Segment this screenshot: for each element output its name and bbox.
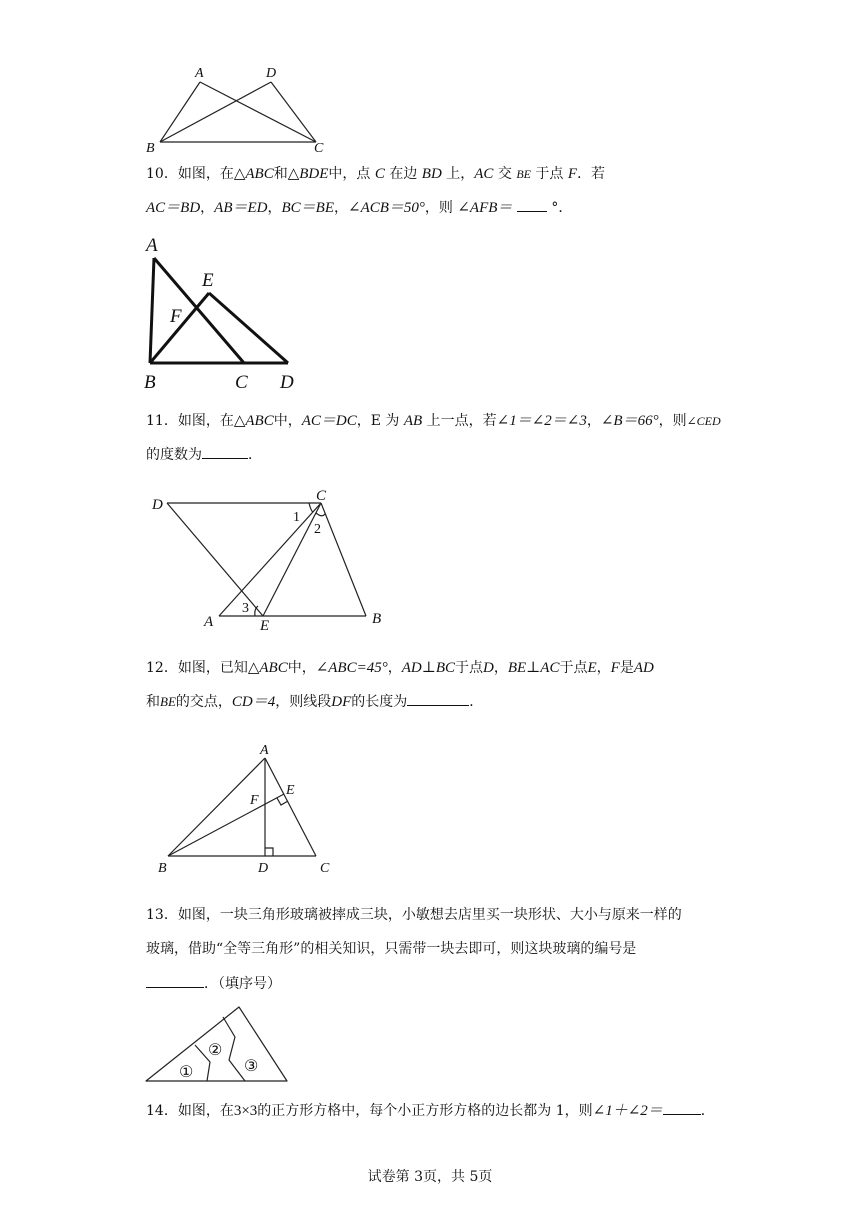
answer-blank[interactable] — [517, 199, 547, 212]
label-C: C — [235, 372, 248, 392]
label-E: E — [286, 783, 295, 798]
label-A: A — [146, 235, 158, 256]
question-13-line2: 玻璃，借助“全等三角形”的相关知识，只需带一块去即可，则这块玻璃的编号是 — [146, 941, 637, 957]
figure-q12 — [150, 738, 350, 878]
label-D: D — [280, 372, 294, 392]
piece-label-1: ① — [179, 1064, 194, 1081]
label-B: B — [144, 372, 156, 392]
label-D: D — [152, 497, 163, 513]
question-10-line1: 10．如图，在△ABC和△BDE中，点 C 在边 BD 上，AC 交 BE 于点 F．若 — [146, 166, 606, 182]
figure-q11 — [148, 485, 398, 635]
label-F: F — [170, 306, 182, 327]
figure-q9 — [140, 62, 340, 154]
label-A: A — [204, 614, 214, 630]
answer-blank[interactable] — [146, 975, 204, 988]
question-13-line1: 13．如图，一块三角形玻璃被摔成三块，小敏想去店里买一块形状、大小与原来一样的 — [146, 907, 682, 923]
label-E: E — [260, 618, 270, 634]
question-14-line1: 14．如图，在3×3的正方形方格中，每个小正方形方格的边长都为 1，则∠1＋∠2＝ ． — [146, 1103, 715, 1119]
question-12-line1: 12．如图，已知△ABC中，∠ABC=45°，AD⊥BC于点D，BE⊥AC于点E，F是AD — [146, 660, 654, 676]
label-A: A — [260, 743, 269, 758]
figure-q10 — [140, 232, 310, 392]
label-E: E — [202, 270, 214, 291]
label-C: C — [320, 861, 330, 876]
angle-label-3: 3 — [242, 601, 249, 616]
figure-q13 — [140, 1004, 295, 1089]
angle-label-2: 2 — [314, 522, 321, 537]
label-A: A — [195, 66, 204, 81]
label-D: D — [258, 861, 269, 876]
label-D: D — [266, 66, 277, 81]
angle-label-1: 1 — [293, 510, 300, 525]
piece-label-2: ② — [208, 1042, 223, 1059]
piece-label-3: ③ — [244, 1058, 259, 1075]
question-12-line2: 和BE的交点，CD＝4，则线段DF的长度为 ． — [146, 694, 484, 710]
label-F: F — [250, 793, 259, 808]
answer-blank[interactable] — [202, 446, 248, 459]
question-10-line2: AC＝BD，AB＝ED，BC＝BE，∠ACB＝50°，则 ∠AFB＝ °． — [146, 200, 573, 216]
answer-blank[interactable] — [663, 1102, 701, 1115]
label-C: C — [316, 488, 327, 504]
label-B: B — [146, 141, 155, 154]
label-C: C — [314, 141, 324, 154]
question-13-line3: ．（填序号） — [146, 975, 281, 992]
label-B: B — [158, 861, 167, 876]
label-B: B — [372, 611, 382, 627]
question-11-line1: 11．如图，在△ABC中，AC＝DC，E 为 AB 上一点，若∠1＝∠2＝∠3，∠B＝66°，则∠CED — [146, 413, 721, 429]
page-footer: 试卷第 3页，共 5页 — [367, 1169, 493, 1185]
answer-blank[interactable] — [407, 693, 469, 706]
question-11-line2: 的度数为 ． — [146, 447, 262, 463]
